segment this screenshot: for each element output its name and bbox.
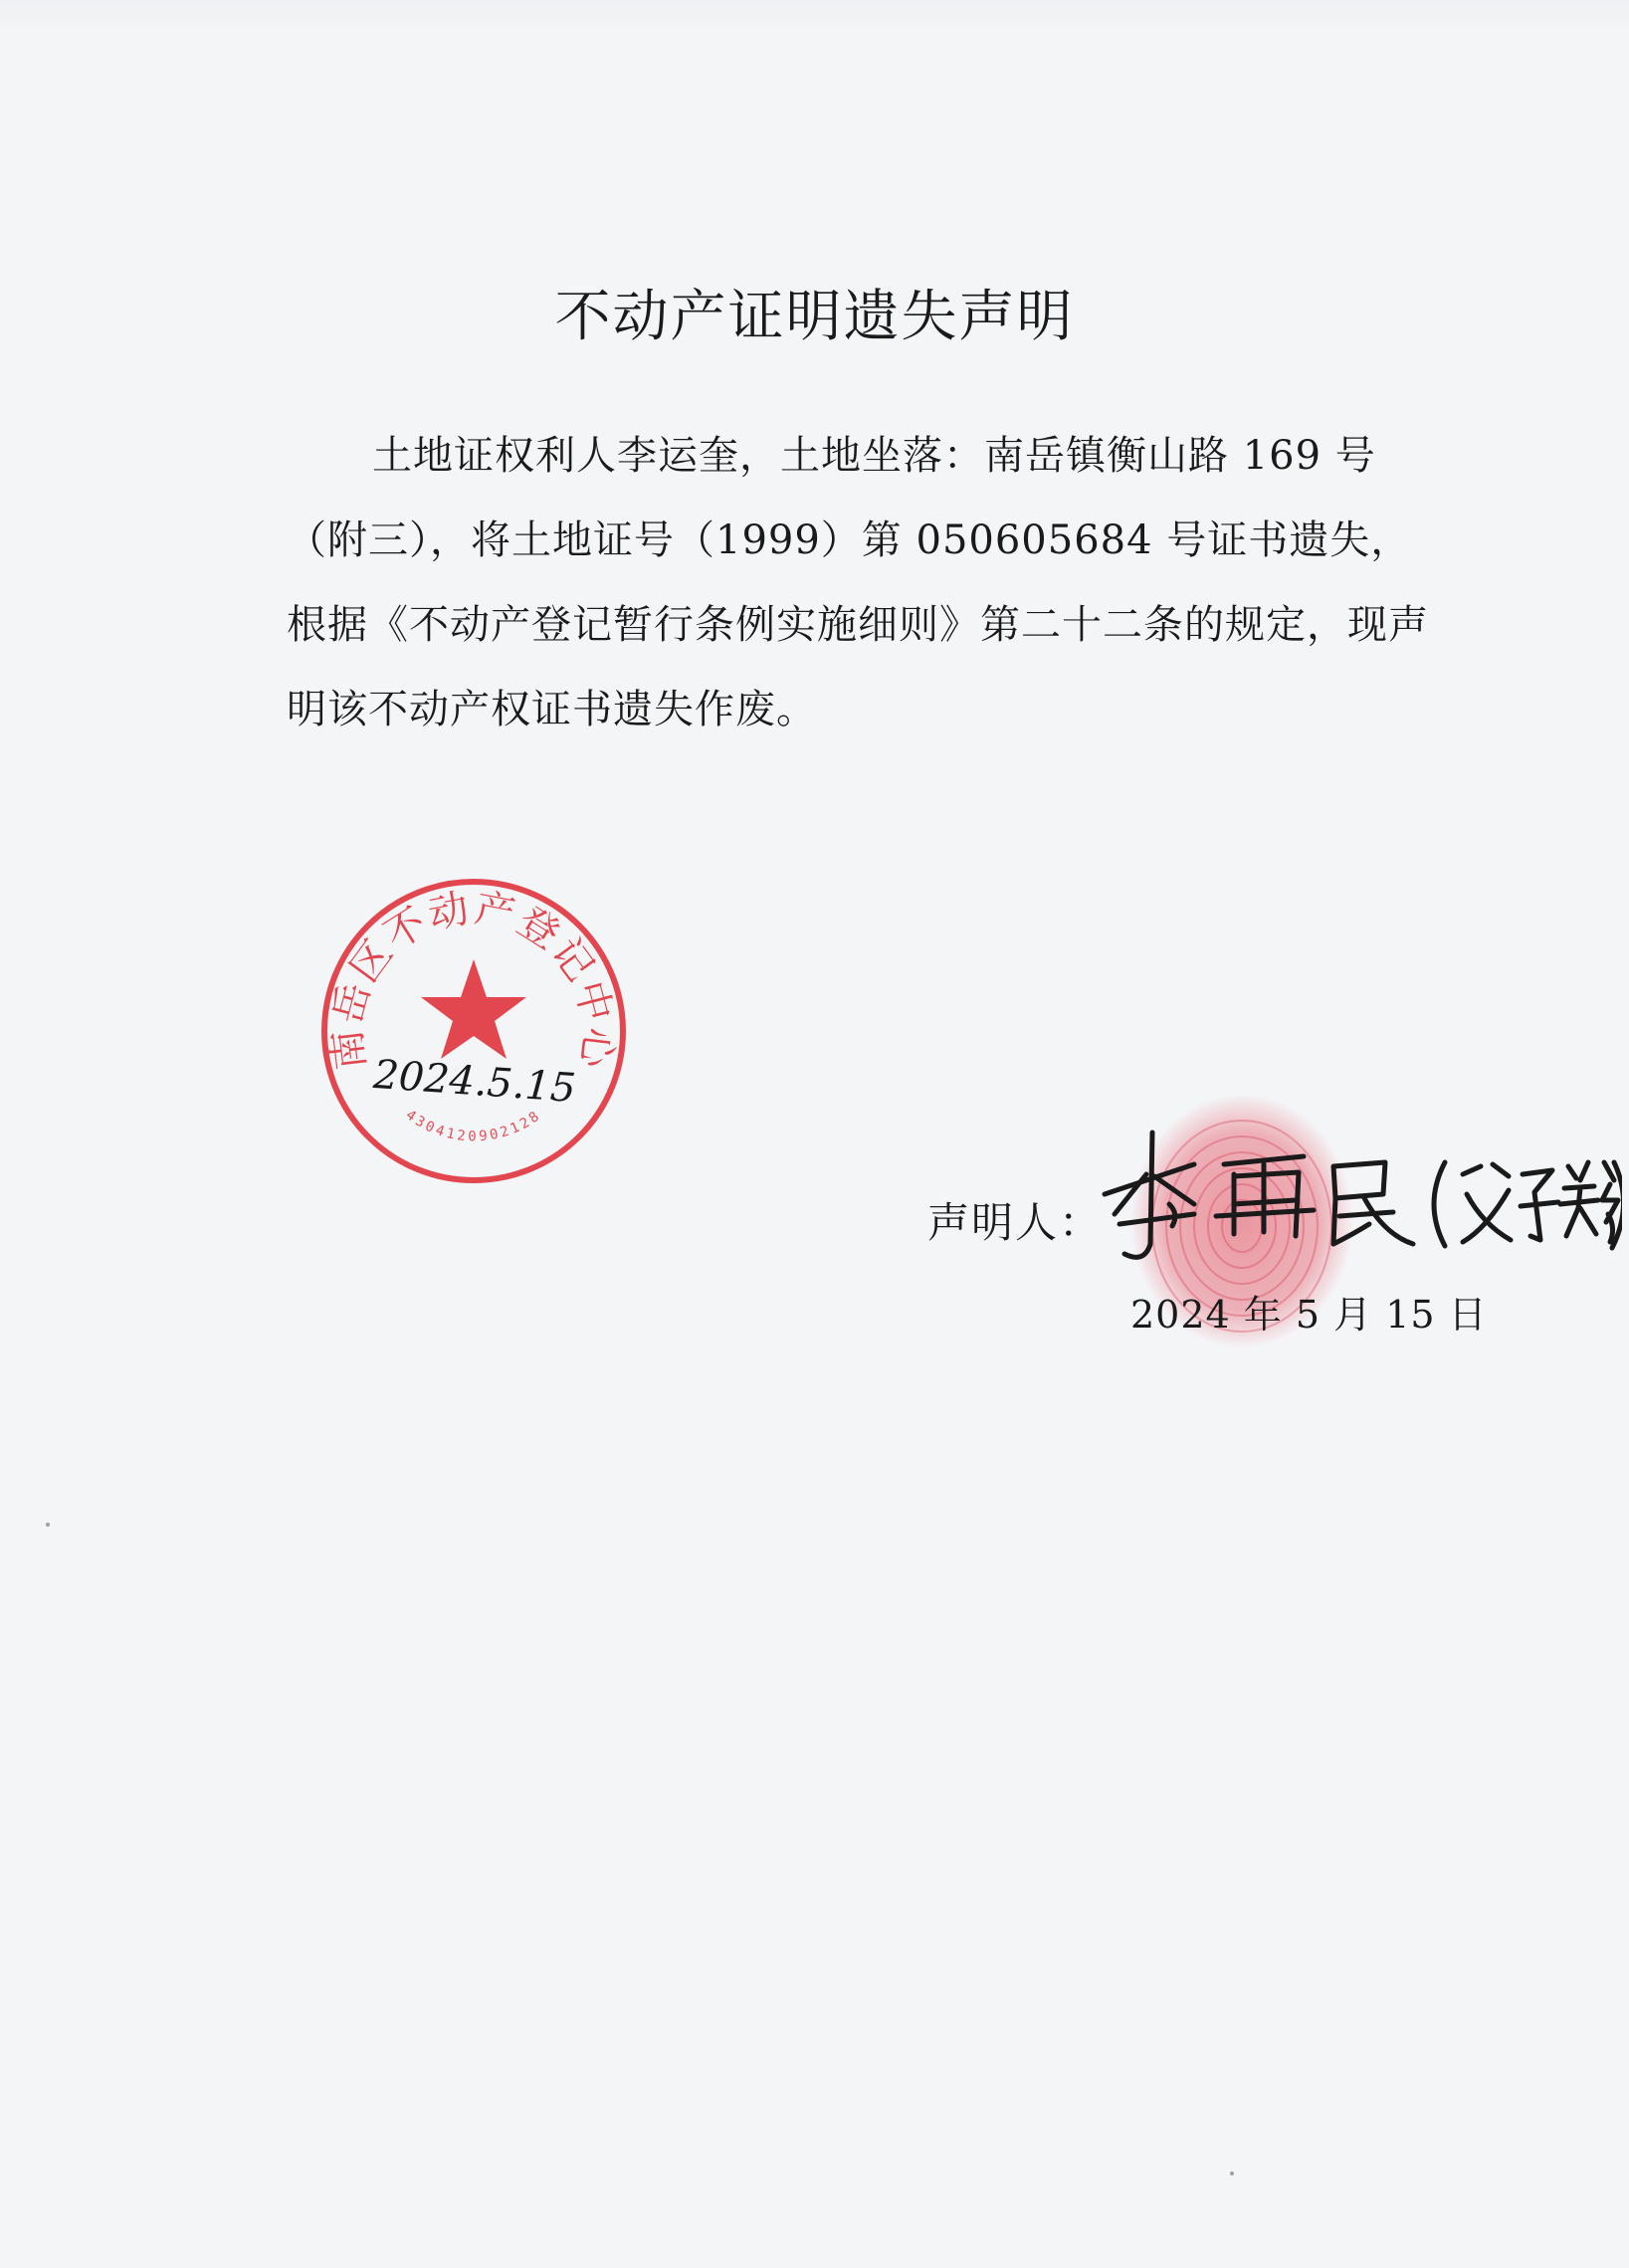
official-seal (316, 874, 631, 1188)
seal-code: 4304120902128 (402, 1107, 545, 1145)
declarant-label: 声明人： (927, 1198, 1104, 1247)
declaration-body: 土地证权利人李运奎，土地坐落：南岳镇衡山路 169 号（附三），将土地证号（1999）第 050605684 号证书遗失，根据《不动产登记暂行条例实施细则》第二十二条的规定，现声明该不动产权证书遗失作废。 (287, 433, 1429, 732)
scan-speck (1230, 2171, 1234, 2175)
scan-speck (46, 1523, 50, 1527)
scan-edge (0, 0, 1629, 30)
svg-text:4304120902128 (403, 1107, 545, 1144)
seal-org-name: 南岳区不动产登记中心 (323, 885, 622, 1073)
document-title: 不动产证明遗失声明 (554, 284, 1075, 349)
seal-handwritten-date: 2024.5.15 (371, 1051, 578, 1113)
declaration-date: 2024 年 5 月 15 日 (1130, 1293, 1488, 1337)
handwritten-signature (1085, 1105, 1622, 1274)
seal-star-icon (421, 959, 526, 1059)
